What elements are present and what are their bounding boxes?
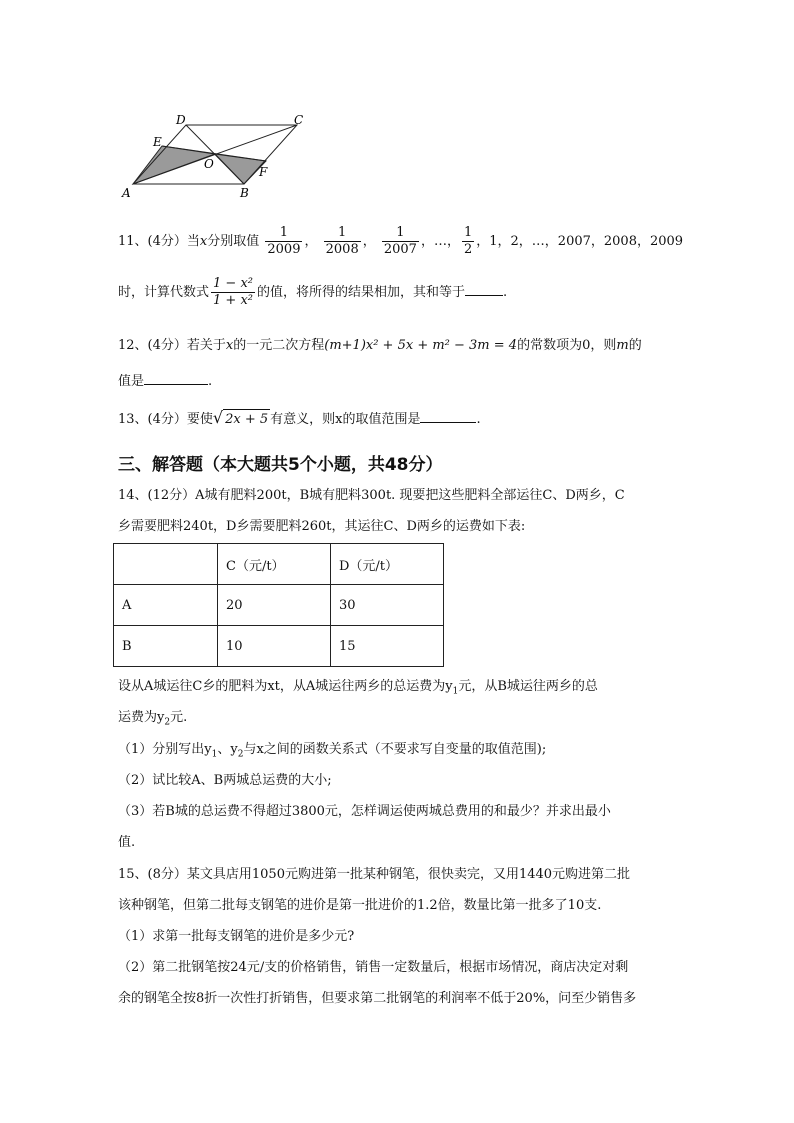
q11-frac-2007: $\frac{1}{2007}$ [383, 225, 417, 257]
q12-suffix: 的常数项为0，则 [517, 338, 617, 353]
q15-line1: 15、(8分）某文具店用1050元购进第一批某种钢笔，很快卖完，又用1440元购进第二批 [118, 867, 631, 882]
table-header-cell [114, 544, 218, 585]
q12-mid: 的一元二次方程 [233, 338, 325, 353]
q11-frac-2009: $\frac{1}{2009}$ [267, 225, 301, 257]
table-header-cell: D（元/t） [331, 544, 444, 585]
q11-line2-prefix: 时，计算代数式 [118, 285, 210, 300]
table-row [114, 585, 444, 626]
q13-prefix: 13、(4分）要使 [118, 412, 213, 427]
q11-line2-suffix: 的值，将所得的结果相加，其和等于 [257, 285, 466, 300]
q14-line2: 乡需要肥料240t，D乡需要肥料260t，其运往C、D两乡的运费如下表: [118, 519, 526, 534]
table-header-row [114, 544, 444, 585]
parallelogram-figure [118, 108, 318, 200]
q12-line1 [118, 336, 642, 356]
q12-equation: (m+1)x² + 5x + m² − 3m = 4 [324, 338, 518, 353]
q11-tail: ，1，2，…，2007，2008，2009 [476, 234, 684, 249]
table-cell: 10 [218, 626, 331, 667]
table-cell: B [114, 626, 218, 667]
q13-line [118, 408, 481, 430]
q13-end: . [476, 412, 481, 427]
q11-line1: 11、(4分）当x分别取值 $\frac{1}{2009}$ ， $\frac{1}{2008}$ ， $\frac{1}{2007}$ ，…， $\frac{1}{2}$ ，1，2，…，2007，2008，2009 [118, 225, 684, 257]
q14-part3-line1: （3）若B城的总运费不得超过3800元，怎样调运使两城总费用的和最少？并求出最小 [118, 804, 611, 819]
q15-part2-line2: 余的钢笔全按8折一次性打折销售，但要求第二批钢笔的利润率不低于20%，问至少销售多 [118, 991, 637, 1006]
q12-line2 [118, 372, 212, 392]
q15-part1: （1）求第一批每支钢笔的进价是多少元? [118, 929, 355, 944]
q14-desc2: 运费为$y_2$元. [118, 710, 188, 728]
table-cell: 15 [331, 626, 444, 667]
q12-answer-blank[interactable] [144, 372, 208, 385]
q11-line2 [118, 273, 507, 313]
q14-line1: 14、(12分）A城有肥料200t，B城有肥料300t. 现要把这些肥料全部运往C、D两乡，C [118, 488, 625, 503]
q12-end: . [208, 374, 213, 389]
q12-var-x: x [225, 338, 234, 353]
section-title: 三、解答题（本大题共5个小题，共48分） [118, 455, 443, 475]
q14-part2: （2）试比较A、B两城总运费的大小; [118, 773, 332, 788]
freight-table [113, 543, 444, 667]
q13-radicand: 2x + 5 [223, 409, 270, 430]
q12-line2-text: 值是 [118, 374, 145, 389]
q11-answer-blank[interactable] [465, 283, 503, 296]
q11-var-x: x [199, 234, 208, 249]
q12-tail: 的 [628, 338, 642, 353]
q13-suffix: 有意义，则x的取值范围是 [270, 412, 421, 427]
table-cell: 30 [331, 585, 444, 626]
q11-frac-half: $\frac{1}{2}$ [463, 225, 473, 257]
label-c: C [294, 113, 304, 127]
q13-answer-blank[interactable] [420, 410, 476, 423]
sqrt-icon: √ [212, 408, 224, 427]
q11-ellipsis: ，…， [420, 234, 460, 249]
q12-var-m: m [616, 338, 629, 353]
q11-frac-2008: $\frac{1}{2008}$ [325, 225, 359, 257]
label-b: B [240, 186, 249, 200]
q15-part2-line1: （2）第二批钢笔按24元/支的价格销售，销售一定数量后，根据市场情况，商店决定对剩 [118, 960, 629, 975]
q11-expression: $\frac{\text{1 − x²}}{\text{1 + x²}}$ [213, 276, 253, 308]
label-d: D [176, 113, 186, 127]
q14-part3-line2: 值. [118, 835, 136, 850]
label-e: E [153, 135, 162, 149]
table-cell: 20 [218, 585, 331, 626]
q11-mid: 分别取值 [207, 234, 260, 249]
label-a: A [122, 186, 131, 200]
label-o: O [204, 157, 214, 171]
table-row [114, 626, 444, 667]
table-cell: A [114, 585, 218, 626]
label-f: F [259, 165, 268, 179]
q12-prefix: 12、(4分）若关于 [118, 338, 226, 353]
q15-line2: 该种钢笔，但第二批每支钢笔的进价是第一批进价的1.2倍，数量比第一批多了10支. [118, 898, 602, 913]
q14-part1: （1）分别写出$y_1$、$y_2$与x之间的函数关系式（不要求写自变量的取值范围); [118, 742, 547, 760]
q11-prefix: 11、(4分）当 [118, 234, 200, 249]
q14-desc1: 设从A城运往C乡的肥料为xt，从A城运往两乡的总运费为$y_1$元，从B城运往两乡的总 [118, 679, 598, 697]
q11-end: . [503, 285, 508, 300]
table-header-cell: C（元/t） [218, 544, 331, 585]
